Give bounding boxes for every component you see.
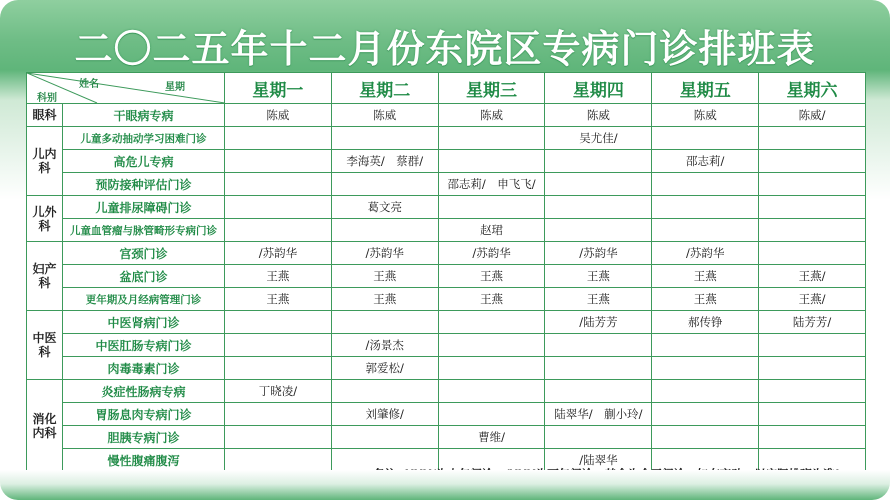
clinic-cell: 更年期及月经病管理门诊 bbox=[63, 288, 225, 311]
clinic-cell: 胃肠息肉专病门诊 bbox=[63, 403, 225, 426]
doctor-cell bbox=[438, 357, 545, 380]
doctor-cell bbox=[652, 357, 759, 380]
day-header: 星期四 bbox=[545, 73, 652, 104]
doctor-cell bbox=[652, 219, 759, 242]
doctor-cell bbox=[331, 219, 438, 242]
schedule-table-wrap bbox=[26, 72, 866, 468]
dept-cell: 儿内科 bbox=[27, 127, 63, 196]
doctor-cell: /苏韵华 bbox=[331, 242, 438, 265]
table-row bbox=[27, 219, 866, 242]
doctor-cell: 陈威 bbox=[331, 104, 438, 127]
doctor-cell: 陈威 bbox=[545, 104, 652, 127]
doctor-cell: 王燕 bbox=[331, 288, 438, 311]
table-row bbox=[27, 242, 866, 265]
doctor-cell: 郝传铮 bbox=[652, 311, 759, 334]
corner-name-label: 姓名 bbox=[79, 79, 99, 90]
clinic-cell: 慢性腹痛腹泻 bbox=[63, 449, 225, 472]
doctor-cell bbox=[225, 449, 332, 472]
page-title: 二〇二五年十二月份东院区专病门诊排班表 bbox=[74, 27, 816, 71]
clinic-cell: 宫颈门诊 bbox=[63, 242, 225, 265]
doctor-cell: 王燕 bbox=[438, 288, 545, 311]
table-row bbox=[27, 357, 866, 380]
doctor-cell bbox=[545, 357, 652, 380]
doctor-cell bbox=[545, 334, 652, 357]
doctor-cell bbox=[652, 173, 759, 196]
doctor-cell bbox=[438, 196, 545, 219]
doctor-cell: 王燕 bbox=[225, 288, 332, 311]
doctor-cell: 王燕 bbox=[331, 265, 438, 288]
doctor-cell bbox=[759, 357, 866, 380]
doctor-cell bbox=[759, 426, 866, 449]
clinic-cell: 中医肾病门诊 bbox=[63, 311, 225, 334]
table-row bbox=[27, 311, 866, 334]
corner-dept-label: 科别 bbox=[37, 93, 57, 104]
dept-cell: 消化内科 bbox=[27, 380, 63, 472]
dept-cell: 妇产科 bbox=[27, 242, 63, 311]
doctor-cell bbox=[225, 196, 332, 219]
doctor-cell bbox=[759, 127, 866, 150]
doctor-cell bbox=[652, 334, 759, 357]
doctor-cell: 曹维/ bbox=[438, 426, 545, 449]
corner-week-label: 星期 bbox=[165, 82, 185, 93]
table-row bbox=[27, 104, 866, 127]
doctor-cell: 葛文亮 bbox=[331, 196, 438, 219]
doctor-cell: 王燕 bbox=[545, 265, 652, 288]
schedule-table bbox=[26, 72, 866, 472]
header-row bbox=[27, 73, 866, 104]
clinic-cell: 儿童血管瘤与脉管畸形专病门诊 bbox=[63, 219, 225, 242]
doctor-cell: /汤景杰 bbox=[331, 334, 438, 357]
doctor-cell: 吴尤佳/ bbox=[545, 127, 652, 150]
doctor-cell bbox=[759, 334, 866, 357]
doctor-cell bbox=[331, 311, 438, 334]
doctor-cell: 邵志莉/ bbox=[652, 150, 759, 173]
table-row bbox=[27, 288, 866, 311]
doctor-cell bbox=[225, 403, 332, 426]
doctor-cell: 陆芳芳/ bbox=[759, 311, 866, 334]
doctor-cell: /苏韵华 bbox=[438, 242, 545, 265]
doctor-cell bbox=[331, 173, 438, 196]
doctor-cell: 刘肇修/ bbox=[331, 403, 438, 426]
doctor-cell bbox=[545, 173, 652, 196]
doctor-cell bbox=[545, 219, 652, 242]
dept-cell: 中医科 bbox=[27, 311, 63, 380]
clinic-cell: 预防接种评估门诊 bbox=[63, 173, 225, 196]
corner-cell bbox=[27, 73, 225, 104]
table-row bbox=[27, 380, 866, 403]
doctor-cell bbox=[225, 426, 332, 449]
doctor-cell: /苏韵华 bbox=[652, 242, 759, 265]
doctor-cell bbox=[225, 127, 332, 150]
clinic-cell: 儿童排尿障碍门诊 bbox=[63, 196, 225, 219]
doctor-cell bbox=[225, 357, 332, 380]
doctor-cell: 丁晓凌/ bbox=[225, 380, 332, 403]
doctor-cell bbox=[652, 127, 759, 150]
doctor-cell: 李海英/ 蔡群/ bbox=[331, 150, 438, 173]
doctor-cell bbox=[438, 334, 545, 357]
doctor-cell bbox=[759, 380, 866, 403]
doctor-cell bbox=[652, 426, 759, 449]
doctor-cell: 赵珺 bbox=[438, 219, 545, 242]
doctor-cell: 陆翠华/ 蒯小玲/ bbox=[545, 403, 652, 426]
doctor-cell bbox=[438, 403, 545, 426]
doctor-cell: 王燕/ bbox=[759, 288, 866, 311]
doctor-cell: /苏韵华 bbox=[545, 242, 652, 265]
table-row bbox=[27, 173, 866, 196]
day-header: 星期五 bbox=[652, 73, 759, 104]
doctor-cell: 王燕 bbox=[438, 265, 545, 288]
clinic-cell: 盆底门诊 bbox=[63, 265, 225, 288]
doctor-cell bbox=[545, 380, 652, 403]
doctor-cell bbox=[545, 150, 652, 173]
clinic-cell: 中医肛肠专病门诊 bbox=[63, 334, 225, 357]
doctor-cell: 王燕 bbox=[652, 288, 759, 311]
doctor-cell: /陆芳芳 bbox=[545, 311, 652, 334]
doctor-cell bbox=[225, 219, 332, 242]
doctor-cell bbox=[545, 196, 652, 219]
day-header: 星期六 bbox=[759, 73, 866, 104]
doctor-cell: 邵志莉/ 申飞飞/ bbox=[438, 173, 545, 196]
doctor-cell bbox=[225, 334, 332, 357]
doctor-cell: /苏韵华 bbox=[225, 242, 332, 265]
table-row bbox=[27, 426, 866, 449]
doctor-cell bbox=[225, 150, 332, 173]
doctor-cell bbox=[652, 196, 759, 219]
doctor-cell: 郭爱松/ bbox=[331, 357, 438, 380]
clinic-cell: 炎症性肠病专病 bbox=[63, 380, 225, 403]
bottom-band bbox=[0, 470, 890, 500]
table-row bbox=[27, 127, 866, 150]
table-row bbox=[27, 403, 866, 426]
table-row bbox=[27, 196, 866, 219]
day-header: 星期二 bbox=[331, 73, 438, 104]
doctor-cell bbox=[545, 426, 652, 449]
doctor-cell: 陈威 bbox=[225, 104, 332, 127]
doctor-cell bbox=[438, 127, 545, 150]
doctor-cell: 陈威 bbox=[438, 104, 545, 127]
clinic-cell: 肉毒毒素门诊 bbox=[63, 357, 225, 380]
doctor-cell bbox=[331, 380, 438, 403]
table-row bbox=[27, 334, 866, 357]
doctor-cell: /陆翠华 bbox=[545, 449, 652, 472]
doctor-cell: 王燕 bbox=[225, 265, 332, 288]
clinic-cell: 儿童多动抽动学习困难门诊 bbox=[63, 127, 225, 150]
doctor-cell: 陈威 bbox=[652, 104, 759, 127]
table-row bbox=[27, 150, 866, 173]
doctor-cell bbox=[225, 173, 332, 196]
doctor-cell: 王燕 bbox=[545, 288, 652, 311]
doctor-cell bbox=[759, 219, 866, 242]
dept-cell: 儿外科 bbox=[27, 196, 63, 242]
doctor-cell bbox=[759, 173, 866, 196]
doctor-cell: 王燕 bbox=[652, 265, 759, 288]
doctor-cell: 陈威/ bbox=[759, 104, 866, 127]
doctor-cell: 王燕/ bbox=[759, 265, 866, 288]
doctor-cell bbox=[438, 150, 545, 173]
clinic-cell: 胆胰专病门诊 bbox=[63, 426, 225, 449]
doctor-cell bbox=[652, 403, 759, 426]
table-row bbox=[27, 265, 866, 288]
clinic-cell: 高危儿专病 bbox=[63, 150, 225, 173]
doctor-cell bbox=[438, 311, 545, 334]
doctor-cell bbox=[759, 403, 866, 426]
doctor-cell bbox=[759, 242, 866, 265]
day-header: 星期三 bbox=[438, 73, 545, 104]
dept-cell: 眼科 bbox=[27, 104, 63, 127]
clinic-cell: 干眼病专病 bbox=[63, 104, 225, 127]
doctor-cell bbox=[225, 311, 332, 334]
doctor-cell bbox=[331, 426, 438, 449]
doctor-cell bbox=[759, 196, 866, 219]
doctor-cell bbox=[759, 150, 866, 173]
day-header: 星期一 bbox=[225, 73, 332, 104]
doctor-cell bbox=[331, 127, 438, 150]
doctor-cell bbox=[652, 380, 759, 403]
doctor-cell bbox=[438, 380, 545, 403]
